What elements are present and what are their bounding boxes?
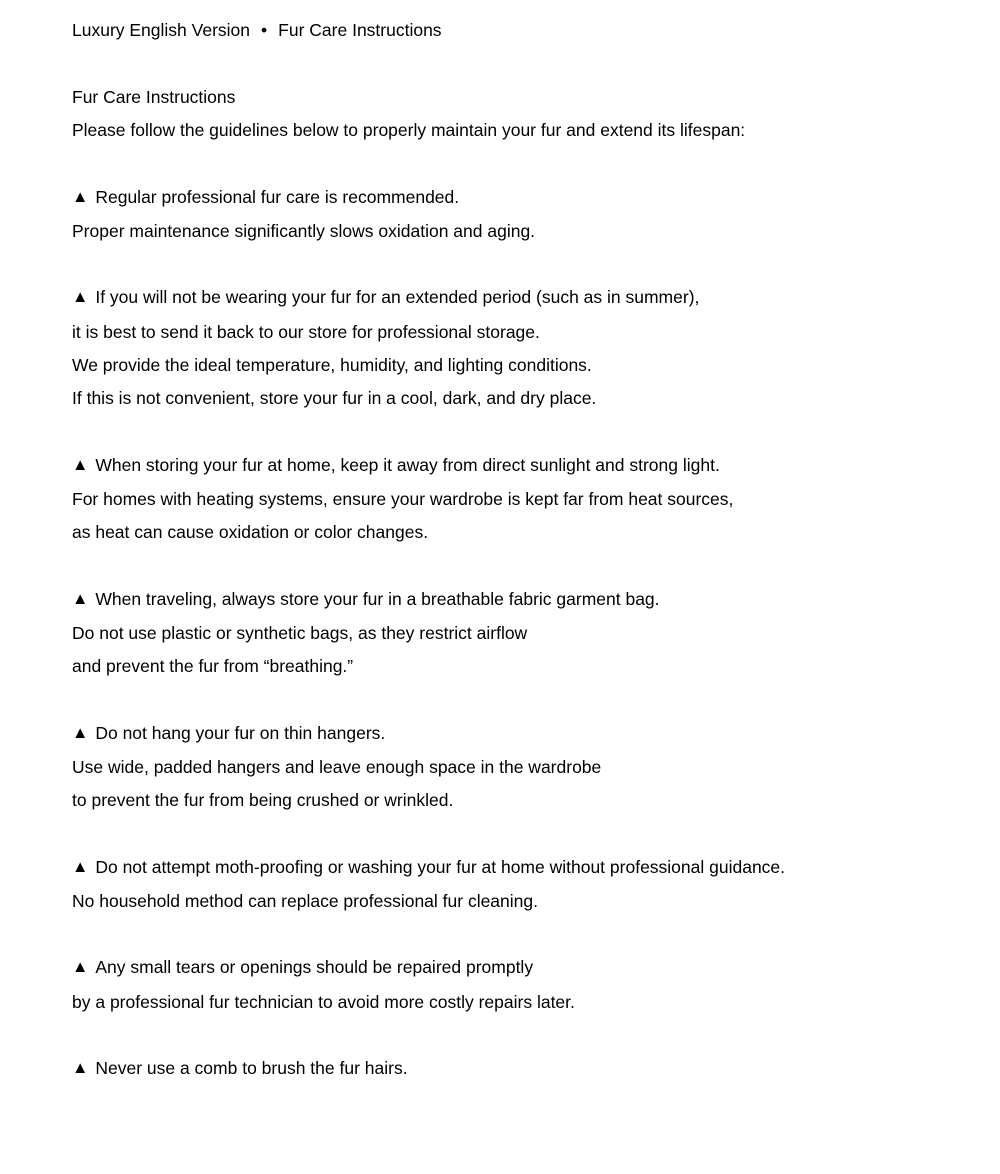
triangle-bullet-icon: ▲ (72, 187, 89, 206)
guideline-section (72, 281, 960, 415)
text-line: We provide the ideal temperature, humidity, and lighting conditions. (72, 354, 592, 375)
text-line: Proper maintenance significantly slows oxidation and aging. (72, 220, 536, 241)
guideline-section (72, 181, 960, 249)
intro-paragraph (72, 81, 960, 148)
triangle-bullet-icon: ▲ (72, 958, 89, 977)
text-line: ▲ When traveling, always store your fur in a breathable fabric garment bag. (72, 583, 960, 617)
text-line: ▲ If you will not be wearing your fur for an extended period (such as in summer), (72, 281, 960, 315)
text-line: to prevent the fur from being crushed or wrinkled. (72, 790, 454, 811)
text-line: and prevent the fur from “breathing.” (72, 656, 354, 677)
triangle-bullet-icon: ▲ (72, 723, 89, 742)
text-line: If this is not convenient, store your fur in a cool, dark, and dry place. (72, 388, 597, 409)
intro-line: Please follow the guidelines below to properly maintain your fur and extend its lifespan: (72, 120, 746, 141)
guideline-section (72, 717, 960, 818)
text-line: by a professional fur technician to avoid more costly repairs later. (72, 991, 575, 1012)
text-line: No household method can replace professional fur cleaning. (72, 890, 538, 911)
text-line: it is best to send it back to our store for professional storage. (72, 321, 540, 342)
guideline-section (72, 951, 960, 1019)
text-line: as heat can cause oxidation or color changes. (72, 522, 429, 543)
document-heading: Fur Care Instructions (72, 86, 236, 107)
text-line: ▲ Do not hang your fur on thin hangers. (72, 717, 960, 751)
header-subtitle: Fur Care Instructions (278, 20, 442, 41)
guideline-section (72, 1052, 960, 1086)
header-separator-dot: • (261, 20, 268, 41)
text-line: Use wide, padded hangers and leave enough space in the wardrobe (72, 756, 602, 777)
text-line: ▲ When storing your fur at home, keep it away from direct sunlight and strong light. (72, 449, 960, 483)
guidelines-list (72, 181, 960, 1087)
text-line: ▲ Do not attempt moth-proofing or washing your fur at home without professional guidance. (72, 851, 960, 885)
header-title: Luxury English Version (72, 20, 251, 41)
text-line: Do not use plastic or synthetic bags, as they restrict airflow (72, 622, 528, 643)
triangle-bullet-icon: ▲ (72, 589, 89, 608)
document-header (72, 14, 960, 47)
triangle-bullet-icon: ▲ (72, 857, 89, 876)
triangle-bullet-icon: ▲ (72, 288, 89, 307)
guideline-section (72, 449, 960, 550)
triangle-bullet-icon: ▲ (72, 1059, 89, 1078)
text-line: ▲ Any small tears or openings should be repaired promptly (72, 951, 960, 985)
text-line: ▲ Never use a comb to brush the fur hairs. (72, 1052, 960, 1086)
guideline-section (72, 851, 960, 919)
guideline-section (72, 583, 960, 684)
text-line: ▲ Regular professional fur care is recommended. (72, 181, 960, 215)
text-line: For homes with heating systems, ensure your wardrobe is kept far from heat sources, (72, 488, 734, 509)
triangle-bullet-icon: ▲ (72, 455, 89, 474)
